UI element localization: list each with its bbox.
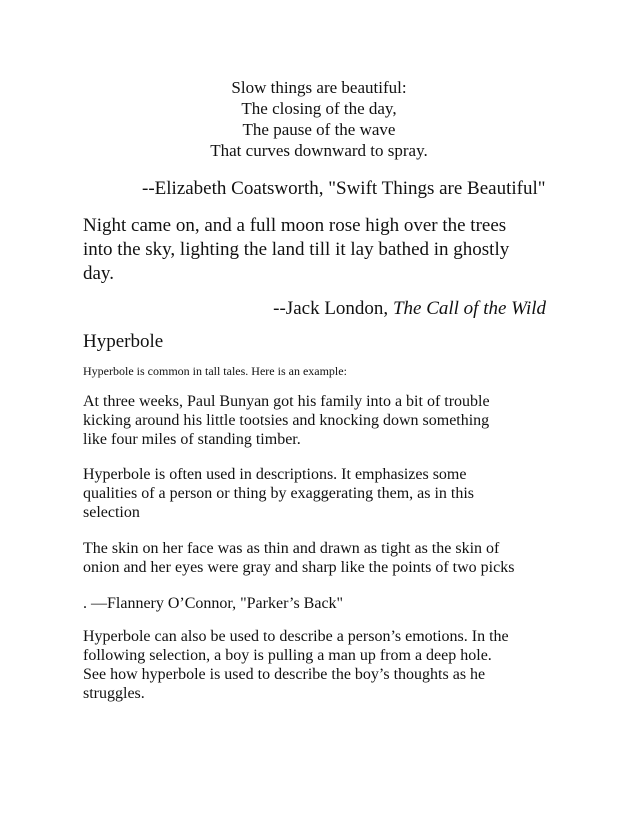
text-line: kicking around his little tootsies and knocking down something [83, 412, 490, 429]
text-line: struggles. [83, 685, 145, 702]
london-quote [83, 214, 563, 286]
attribution-prefix: --Jack London, [273, 298, 393, 319]
text-line: day. [83, 263, 114, 284]
text-line: Night came on, and a full moon rose high over the trees [83, 215, 507, 236]
emotions-paragraph [83, 627, 563, 703]
text-line: onion and her eyes were gray and sharp like the points of two picks [83, 559, 515, 576]
intro-text: Hyperbole is common in tall tales. Here is an example: [83, 364, 347, 378]
poem-block [0, 77, 638, 161]
text-line: Hyperbole is often used in descriptions. It emphasizes some [83, 466, 467, 483]
text-line: like four miles of standing timber. [83, 431, 301, 448]
text-line: selection [83, 504, 140, 521]
poem-attribution: --Elizabeth Coatsworth, "Swift Things are Beautiful" [142, 178, 546, 199]
descriptions-paragraph [83, 465, 563, 522]
text-line: See how hyperbole is used to describe the boy’s thoughts as he [83, 666, 486, 683]
text-line: The skin on her face was as thin and drawn as tight as the skin of [83, 540, 500, 557]
text-line: into the sky, lighting the land till it lay bathed in ghostly [83, 239, 510, 260]
poem-line: That curves downward to spray. [210, 141, 428, 160]
book-title: The Call of the Wild [392, 298, 546, 319]
poem-line: The closing of the day, [241, 99, 397, 118]
text-line: following selection, a boy is pulling a man up from a deep hole. [83, 647, 492, 664]
section-heading: Hyperbole [83, 331, 164, 352]
text-line: qualities of a person or thing by exaggerating them, as in this [83, 485, 475, 502]
text-line: . —Flannery O’Connor, "Parker’s Back" [83, 595, 344, 612]
oconnor-attribution [83, 594, 563, 613]
oconnor-quote [83, 539, 563, 577]
text-line: At three weeks, Paul Bunyan got his family into a bit of trouble [83, 393, 490, 410]
poem-line: The pause of the wave [242, 120, 396, 139]
bunyan-example [83, 392, 563, 449]
poem-line: Slow things are beautiful: [231, 78, 407, 97]
london-attribution [273, 298, 546, 320]
text-line: Hyperbole can also be used to describe a person’s emotions. In the [83, 628, 509, 645]
